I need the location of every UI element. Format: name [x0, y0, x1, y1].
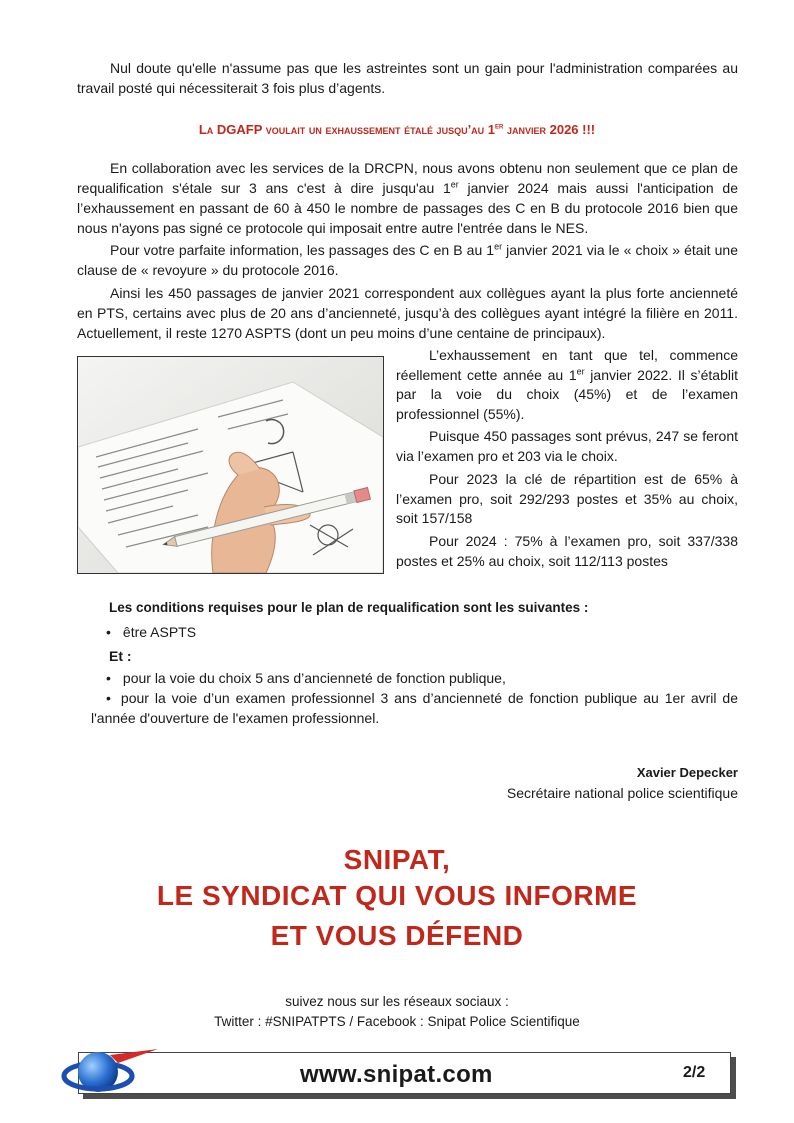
body-paragraph-3: Ainsi les 450 passages de janvier 2021 correspondent aux collègues ayant la plus forte ancienneté en PTS, certains avec plus de 20 ans d’ancienneté, jusqu’à des collègues ayant intégré la filière en 2011. Actuellement, il reste 1270 ASPTS (dont un peu moins d’une centaine de principaux).: [77, 285, 738, 341]
exam-illustration: [78, 357, 383, 573]
item-1-text: être ASPTS: [122, 624, 197, 640]
item-2-text: pour la voie du choix 5 ans d’ancienneté de fonction publique,: [122, 670, 506, 686]
bullet-icon: •: [106, 690, 111, 706]
heading-text-end: janvier 2026 !!!: [503, 122, 596, 137]
slogan-line-1: SNIPAT,: [343, 844, 451, 875]
body-paragraph-1: [77, 158, 738, 238]
social-links: Twitter : #SNIPATPTS / Facebook : Snipat Police Scientifique: [214, 1014, 580, 1029]
footer-website-link[interactable]: www.snipat.com: [300, 1061, 493, 1088]
side-paragraph-4: Pour 2024 : 75% à l’examen pro, soit 337/338 postes et 25% au choix, soit 112/113 postes: [396, 533, 738, 569]
page-number: 2/2: [683, 1064, 706, 1081]
s1-text-b: janvier 2022. Il s’établit par la voie du choix (45%) et de l’examen professionnel (55%).: [396, 366, 738, 422]
side-paragraph-1: [396, 346, 738, 424]
conditions-item-3: [91, 688, 738, 728]
s1-text-a: L’exhaussement en tant que tel, commence réellement cette année au 1: [396, 347, 738, 383]
p1-text-a: En collaboration avec les services de la DRCPN, nous avons obtenu non seulement que ce plan de requalification s'étale sur 3 ans c'est à dire jusqu'au 1: [77, 160, 738, 196]
section-heading: [0, 120, 794, 140]
side-paragraph-3: Pour 2023 la clé de répartition est de 65% à l’examen pro, soit 292/293 postes et 35% au choix, soit 157/158: [396, 471, 738, 526]
bullet-icon: •: [106, 624, 111, 640]
body-paragraph-2: [77, 240, 738, 280]
conditions-item-2: [106, 668, 506, 688]
p2-sup: er: [494, 241, 503, 252]
exam-photo: [77, 356, 384, 574]
intro-paragraph: Nul doute qu'elle n'assume pas que les astreintes sont un gain pour l'administration comparées au travail posté qui nécessiterait 3 fois plus d’agents.: [77, 60, 738, 96]
p1-sup: er: [450, 179, 459, 190]
item-3-text: pour la voie d’un examen professionnel 3 ans d’ancienneté de fonction publique au 1er avril de l'année d'ouverture de l'examen professionnel.: [91, 690, 738, 726]
heading-sup: er: [495, 120, 504, 131]
signature-role: Secrétaire national police scientifique: [506, 785, 738, 801]
conditions-et: Et :: [109, 648, 132, 664]
social-intro: suivez nous sur les réseaux sociaux :: [285, 994, 509, 1009]
p2-text-a: Pour votre parfaite information, les passages des C en B au 1: [110, 242, 495, 258]
p2-text-b: janvier 2021 via le « choix » était une clause de « revoyure » du protocole 2016.: [77, 242, 738, 278]
p1-text-b: janvier 2024 mais aussi l'anticipation de l’exhaussement en passant de 60 à 450 le nombre de passages des C en B du protocole 2016 bien que nous n'ayons pas signé ce protocole qui imposait entre autre l'entrée dans le NES.: [77, 180, 738, 236]
conditions-title: Les conditions requises pour le plan de requalification sont les suivantes :: [109, 600, 589, 615]
slogan-line-2: LE SYNDICAT QUI VOUS INFORME: [156, 880, 638, 911]
signature-name: Xavier Depecker: [636, 765, 738, 780]
heading-text: La DGAFP voulait un exhaussement étalé jusqu’au 1: [198, 122, 496, 137]
conditions-item-1: [106, 622, 196, 642]
side-paragraph-2: Puisque 450 passages sont prévus, 247 se feront via l’examen pro et 203 via le choix.: [396, 428, 738, 464]
snipat-logo-icon: [58, 1043, 162, 1101]
slogan-line-3: ET VOUS DÉFEND: [270, 920, 524, 951]
bullet-icon: •: [106, 670, 111, 686]
s1-sup: er: [576, 365, 585, 376]
